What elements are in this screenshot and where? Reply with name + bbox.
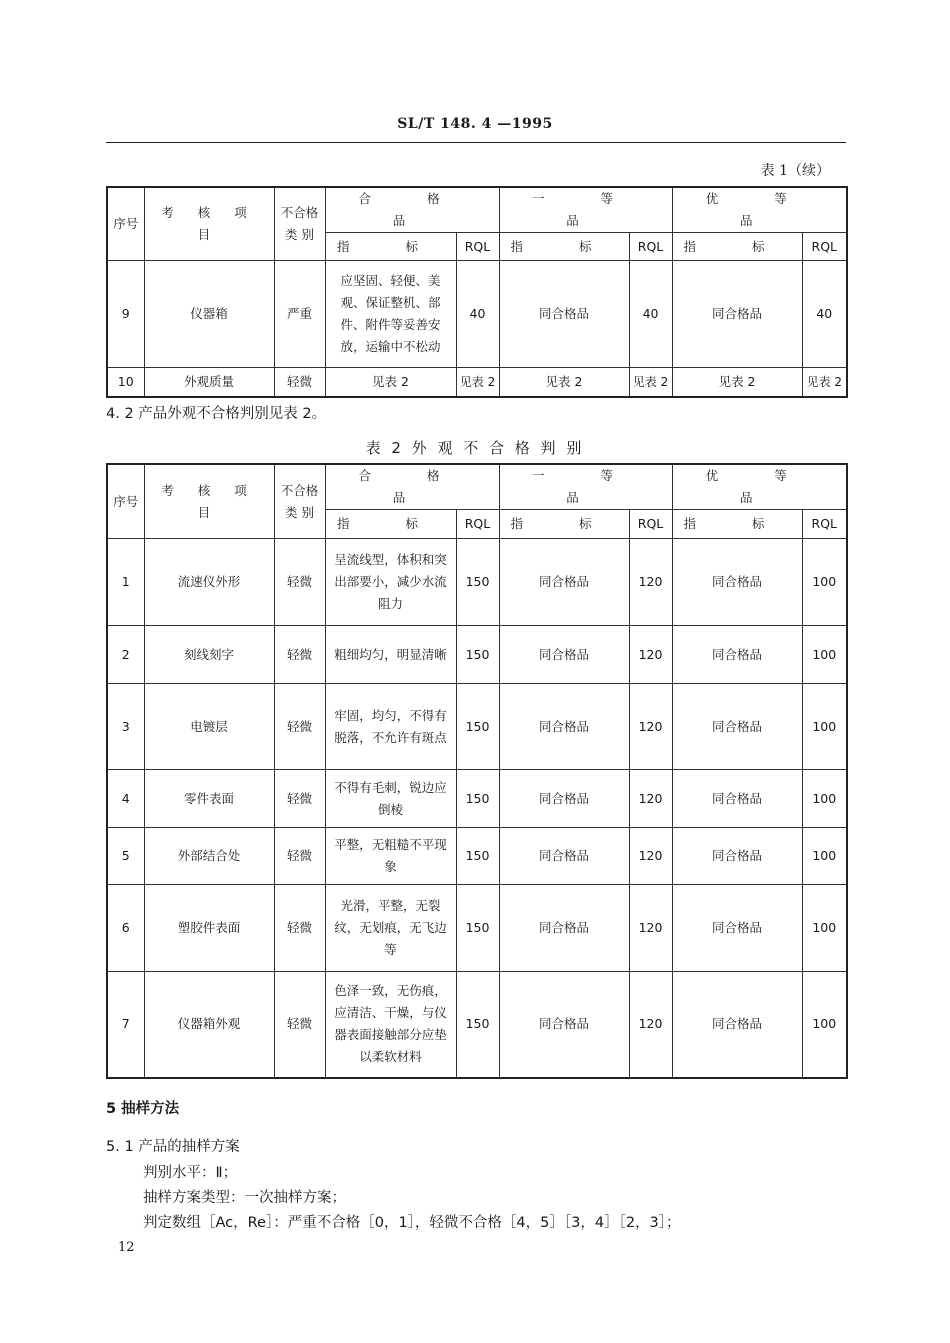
row-qualified-rql: 150 (456, 885, 499, 972)
row-qualified-indicator: 粗细均匀，明显清晰 (325, 626, 456, 684)
row-seq: 7 (107, 972, 144, 1078)
row-qualified-indicator: 应坚固、轻便、美观、保证整机、部件、附件等妥善安放，运输中不松动 (325, 261, 456, 368)
row-first-rql: 120 (629, 972, 672, 1078)
row-category: 轻微 (274, 368, 325, 397)
row-premium-indicator: 同合格品 (672, 828, 802, 885)
table-row (107, 626, 847, 684)
table2-header-indicator: 指 标 (672, 510, 802, 539)
row-premium-rql: 100 (802, 539, 847, 626)
row-qualified-indicator: 牢固，均匀，不得有脱落，不允许有斑点 (325, 684, 456, 770)
row-first-indicator: 同合格品 (499, 261, 629, 368)
table2-header-indicator: 指 标 (499, 510, 629, 539)
table1-header-seq: 序号 (107, 187, 144, 261)
table1-header-item: 考 核 项 目 (144, 187, 274, 261)
row-first-rql: 120 (629, 828, 672, 885)
row-qualified-indicator: 见表 2 (325, 368, 456, 397)
row-category: 轻微 (274, 972, 325, 1078)
table2-header-item: 考 核 项 目 (144, 464, 274, 539)
row-item: 仪器箱 (144, 261, 274, 368)
row-item: 塑胶件表面 (144, 885, 274, 972)
row-premium-indicator: 同合格品 (672, 539, 802, 626)
row-qualified-indicator: 光滑，平整，无裂纹，无划痕，无飞边等 (325, 885, 456, 972)
row-qualified-indicator: 平整，无粗糙不平现象 (325, 828, 456, 885)
row-item: 外部结合处 (144, 828, 274, 885)
row-first-indicator: 见表 2 (499, 368, 629, 397)
row-first-indicator: 同合格品 (499, 770, 629, 828)
row-first-indicator: 同合格品 (499, 828, 629, 885)
table-row (107, 539, 847, 626)
row-item: 电镀层 (144, 684, 274, 770)
header-category-line1: 不合格 (280, 205, 319, 220)
clause-4-2: 4. 2 产品外观不合格判别见表 2。 (106, 406, 327, 422)
row-seq: 4 (107, 770, 144, 828)
row-premium-indicator: 见表 2 (672, 368, 802, 397)
table1-header-indicator: 指 标 (499, 233, 629, 261)
table2-header-indicator: 指 标 (325, 510, 456, 539)
row-seq: 10 (107, 368, 144, 397)
table2-header-rql: RQL (456, 510, 499, 539)
table1-caption: 表 1（续） (760, 163, 830, 179)
row-premium-indicator: 同合格品 (672, 885, 802, 972)
row-seq: 5 (107, 828, 144, 885)
row-category: 轻微 (274, 828, 325, 885)
clause-5-1: 5. 1 产品的抽样方案 (106, 1139, 240, 1155)
table1-header-indicator: 指 标 (672, 233, 802, 261)
table2-header-category (274, 464, 325, 539)
row-first-rql: 120 (629, 770, 672, 828)
row-qualified-rql: 150 (456, 626, 499, 684)
row-qualified-rql: 150 (456, 539, 499, 626)
row-qualified-rql: 150 (456, 684, 499, 770)
table1-header-rql: RQL (629, 233, 672, 261)
page-number: 12 (118, 1240, 135, 1255)
table1 (106, 186, 848, 398)
row-qualified-rql: 150 (456, 770, 499, 828)
table2-caption: 表 2 外 观 不 合 格 判 别 (365, 439, 585, 457)
row-item: 零件表面 (144, 770, 274, 828)
row-category: 轻微 (274, 770, 325, 828)
row-premium-rql: 见表 2 (802, 368, 847, 397)
header-category-line1: 不合格 (280, 482, 319, 498)
table2-header-rql: RQL (629, 510, 672, 539)
table-row (107, 770, 847, 828)
table1-header-row (107, 187, 847, 233)
row-qualified-rql: 150 (456, 972, 499, 1078)
table-row (107, 885, 847, 972)
header-category-line2: 类 别 (285, 227, 314, 242)
row-seq: 1 (107, 539, 144, 626)
row-category: 轻微 (274, 539, 325, 626)
row-premium-indicator: 同合格品 (672, 261, 802, 368)
decision-numbers-line: 判定数组［Ac，Re］：严重不合格［0，1］，轻微不合格［4，5］［3，4］［2，3］； (143, 1215, 681, 1231)
table-row (107, 368, 847, 397)
section-5-title: 5 抽样方法 (106, 1101, 180, 1117)
row-qualified-rql: 150 (456, 828, 499, 885)
row-premium-rql: 100 (802, 684, 847, 770)
row-premium-indicator: 同合格品 (672, 684, 802, 770)
row-seq: 6 (107, 885, 144, 972)
row-first-indicator: 同合格品 (499, 885, 629, 972)
sampling-type-line: 抽样方案类型：一次抽样方案； (143, 1190, 346, 1206)
row-first-indicator: 同合格品 (499, 539, 629, 626)
table-row (107, 684, 847, 770)
row-first-rql: 120 (629, 684, 672, 770)
row-premium-rql: 100 (802, 828, 847, 885)
table2-header-qualified: 合 格 品 (325, 464, 499, 510)
row-premium-rql: 100 (802, 972, 847, 1078)
row-qualified-indicator: 色泽一致，无伤痕，应清洁、干燥，与仪器表面接触部分应垫以柔软材料 (325, 972, 456, 1078)
table2-header-row (107, 464, 847, 510)
row-seq: 3 (107, 684, 144, 770)
table2-header-seq: 序号 (107, 464, 144, 539)
row-qualified-indicator: 不得有毛刺，锐边应倒棱 (325, 770, 456, 828)
table1-header-indicator: 指 标 (325, 233, 456, 261)
row-first-indicator: 同合格品 (499, 972, 629, 1078)
row-qualified-indicator: 呈流线型，体积和突出部要小，减少水流阻力 (325, 539, 456, 626)
table-row (107, 972, 847, 1078)
row-category: 轻微 (274, 684, 325, 770)
row-premium-indicator: 同合格品 (672, 972, 802, 1078)
row-premium-indicator: 同合格品 (672, 770, 802, 828)
table1-header-first-class: 一 等 品 (499, 187, 672, 233)
row-category: 严重 (274, 261, 325, 368)
row-item: 仪器箱外观 (144, 972, 274, 1078)
row-premium-rql: 40 (802, 261, 847, 368)
row-qualified-rql: 见表 2 (456, 368, 499, 397)
table2-header-premium: 优 等 品 (672, 464, 847, 510)
row-first-rql: 120 (629, 885, 672, 972)
standard-code-header: SL/T 148. 4 —1995 (397, 116, 553, 132)
table1-header-rql: RQL (802, 233, 847, 261)
table1-header-premium: 优 等 品 (672, 187, 847, 233)
inspection-level-line: 判别水平：Ⅱ； (143, 1165, 238, 1181)
table1-header-rql: RQL (456, 233, 499, 261)
row-first-rql: 见表 2 (629, 368, 672, 397)
row-item: 流速仪外形 (144, 539, 274, 626)
row-premium-indicator: 同合格品 (672, 626, 802, 684)
row-seq: 9 (107, 261, 144, 368)
row-first-rql: 120 (629, 626, 672, 684)
row-item: 刻线刻字 (144, 626, 274, 684)
table2 (106, 463, 848, 1079)
row-item: 外观质量 (144, 368, 274, 397)
row-first-rql: 120 (629, 539, 672, 626)
header-category-line2: 类 别 (285, 504, 314, 520)
header-rule (106, 142, 846, 143)
table1-header-qualified: 合 格 品 (325, 187, 499, 233)
row-first-rql: 40 (629, 261, 672, 368)
table2-header-rql: RQL (802, 510, 847, 539)
table2-header-first-class: 一 等 品 (499, 464, 672, 510)
row-premium-rql: 100 (802, 626, 847, 684)
table-row (107, 261, 847, 368)
row-premium-rql: 100 (802, 770, 847, 828)
row-first-indicator: 同合格品 (499, 684, 629, 770)
row-category: 轻微 (274, 626, 325, 684)
row-category: 轻微 (274, 885, 325, 972)
table1-header-category (274, 187, 325, 261)
row-qualified-rql: 40 (456, 261, 499, 368)
row-premium-rql: 100 (802, 885, 847, 972)
row-first-indicator: 同合格品 (499, 626, 629, 684)
table-row (107, 828, 847, 885)
row-seq: 2 (107, 626, 144, 684)
